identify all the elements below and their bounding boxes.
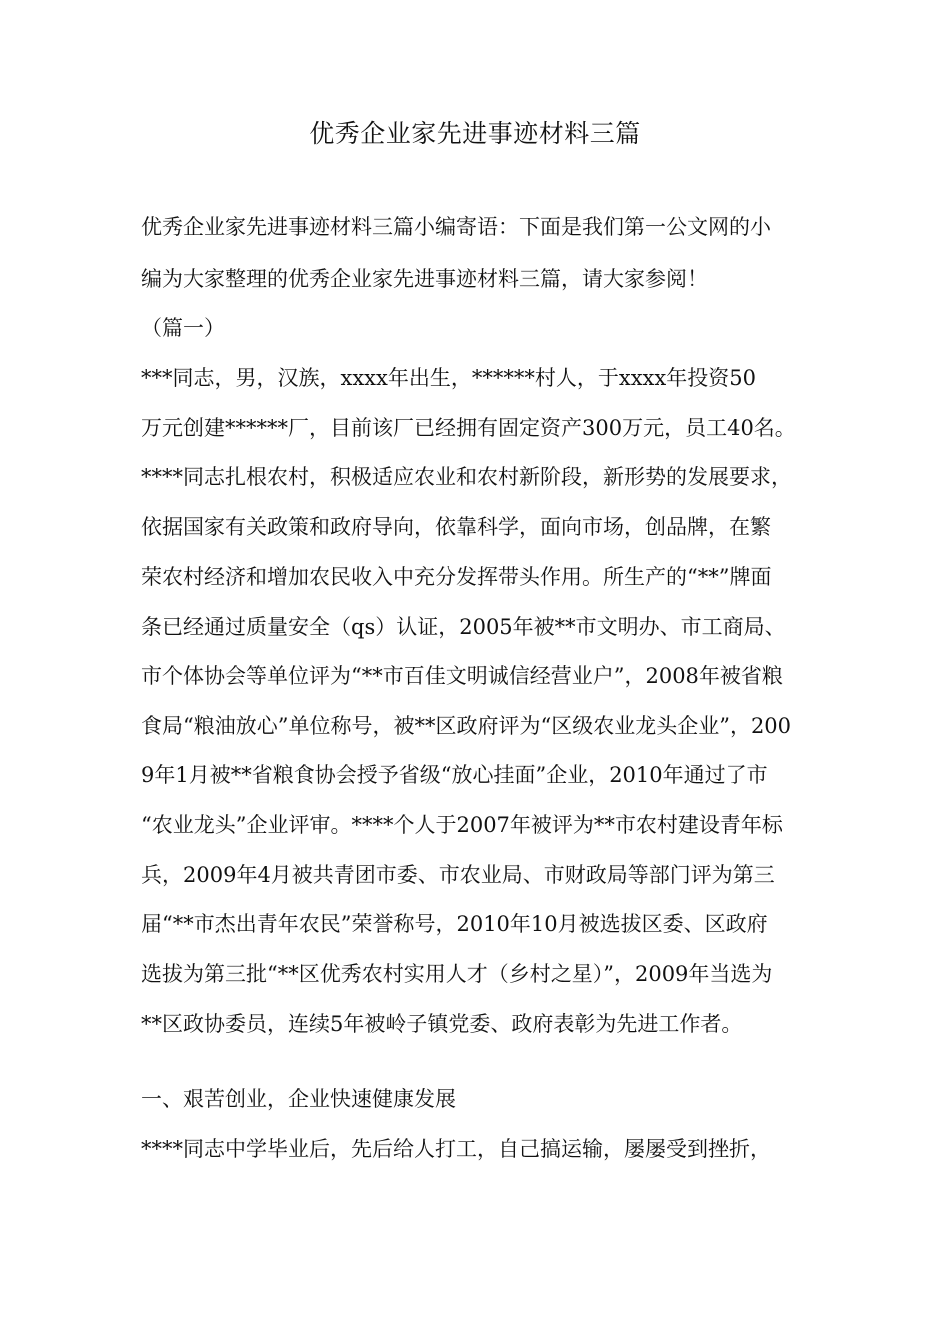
body-line: 食局“粮油放心”单位称号，被**区政府评为“区级农业龙头企业”，200	[141, 714, 792, 738]
body-line: 市个体协会等单位评为“**市百佳文明诚信经营业户”，2008年被省粮	[141, 664, 783, 688]
body-line: ****同志扎根农村，积极适应农业和农村新阶段，新形势的发展要求，	[141, 465, 792, 489]
body-line: 依据国家有关政策和政府导向，依靠科学，面向市场，创品牌，在繁	[141, 515, 771, 539]
body-line: 荣农村经济和增加农民收入中充分发挥带头作用。所生产的“**”牌面	[141, 565, 772, 589]
body-line: 兵，2009年4月被共青团市委、市农业局、市财政局等部门评为第三	[141, 863, 775, 887]
document-title: 优秀企业家先进事迹材料三篇	[309, 119, 641, 148]
body-line: 条已经通过质量安全（qs）认证，2005年被**市文明办、市工商局、	[141, 615, 786, 639]
intro-line: 优秀企业家先进事迹材料三篇小编寄语：下面是我们第一公文网的小	[141, 215, 771, 239]
body-line: 选拔为第三批“**区优秀农村实用人才（乡村之星）”，2009年当选为	[141, 962, 773, 986]
intro-line: 编为大家整理的优秀企业家先进事迹材料三篇，请大家参阅！	[141, 267, 708, 291]
section-heading: 一、艰苦创业，企业快速健康发展	[141, 1087, 456, 1111]
body-line: 9年1月被**省粮食协会授予省级“放心挂面”企业，2010年通过了市	[141, 763, 768, 787]
body-line: “农业龙头”企业评审。****个人于2007年被评为**市农村建设青年标	[141, 813, 783, 837]
body-line: 万元创建******厂，目前该厂已经拥有固定资产300万元，员工40名。	[141, 416, 796, 440]
body-line: ***同志，男，汉族，xxxx年出生，******村人，于xxxx年投资50	[141, 366, 756, 390]
body-line: 届“**市杰出青年农民”荣誉称号，2010年10月被选拔区委、区政府	[141, 912, 768, 936]
body-line: ****同志中学毕业后，先后给人打工，自己搞运输，屡屡受到挫折，	[141, 1137, 771, 1161]
section-label: （篇一）	[141, 316, 225, 340]
body-line: **区政协委员，连续5年被岭子镇党委、政府表彰为先进工作者。	[141, 1012, 743, 1036]
